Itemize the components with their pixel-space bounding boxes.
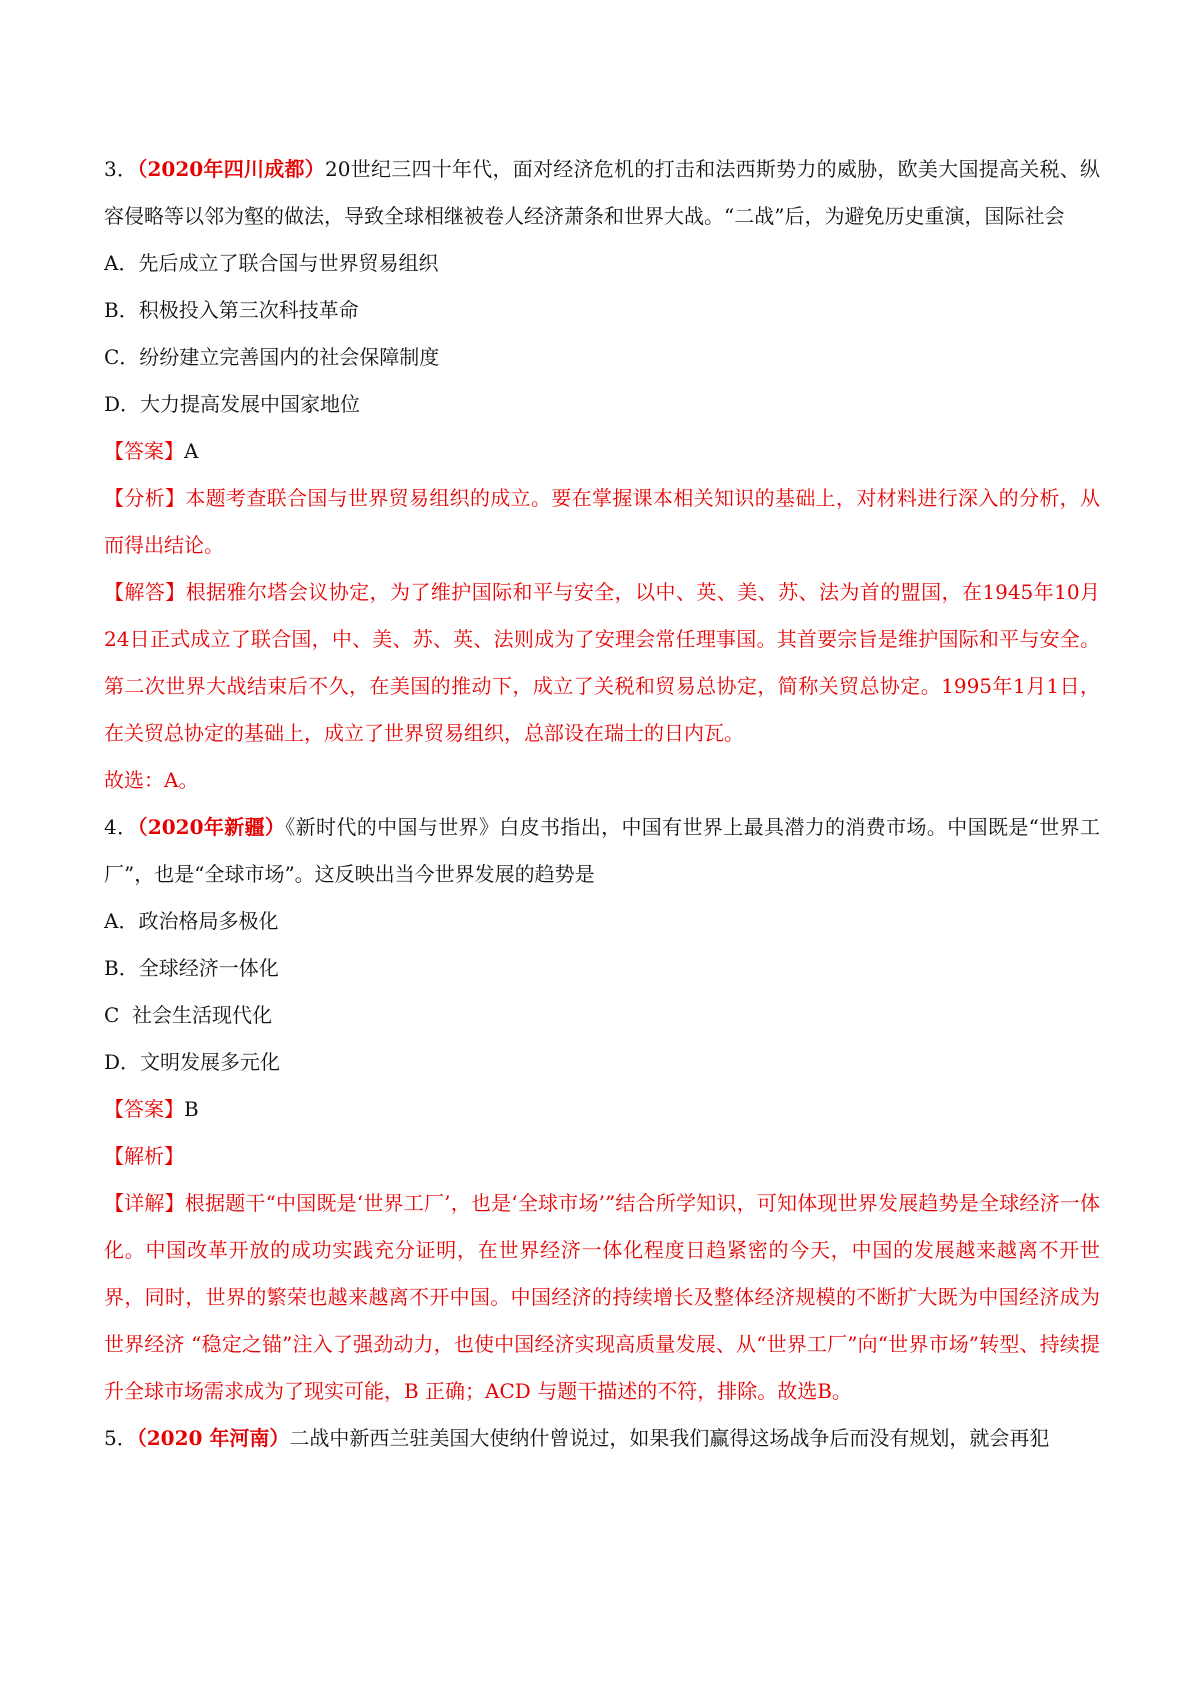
detail-label: 【详解】	[104, 1191, 185, 1215]
question-5-stem	[104, 1415, 1100, 1462]
solution-text: 根据雅尔塔会议协定，为了维护国际和平与安全，以中、英、美、苏、法为首的盟国，在1945年10月24日正式成立了联合国，中、美、苏、英、法则成为了安理会常任理事国。其首要宗旨是维护国际和平与安全。第二次世界大战结束后不久，在美国的推动下，成立了关税和贸易总协定，简称关贸总协定。1995年1月1日，在关贸总协定的基础上，成立了世界贸易组织，总部设在瑞士的日内瓦。	[104, 580, 1100, 745]
analysis-text: 本题考查联合国与世界贸易组织的成立。要在掌握课本相关知识的基础上，对材料进行深入的分析，从而得出结论。	[104, 486, 1101, 557]
question-source: （2020 年河南）	[136, 1426, 290, 1450]
option-a: A．先后成立了联合国与世界贸易组织	[104, 251, 439, 275]
analysis-paragraph	[104, 475, 1100, 569]
detail-text: 根据题干“中国既是‘世界工厂’，也是‘全球市场’”结合所学知识，可知体现世界发展趋势是全球经济一体化。中国改革开放的成功实践充分证明，在世界经济一体化程度日趋紧密的今天，中国的发展越来越离不开世界，同时，世界的繁荣也越来越离不开中国。中国经济的持续增长及整体经济规模的不断扩大既为中国经济成为世界经济 “稳定之锚”注入了强劲动力，也使中国经济实现高质量发展、从“世界工厂”向“世界市场”转型、持续提升全球市场需求成为了现实可能，B 正确；ACD 与题干描述的不符，排除。故选B。	[104, 1191, 1100, 1403]
answer-label: 【答案】	[104, 439, 184, 463]
question-number: 4．	[104, 815, 138, 839]
option-b: B．全球经济一体化	[104, 956, 279, 980]
option-a: A．政治格局多极化	[104, 909, 279, 933]
question-source: （2020年四川成都）	[137, 157, 325, 181]
option-d: D．大力提高发展中国家地位	[104, 392, 361, 416]
answer-label: 【答案】	[104, 1097, 184, 1121]
option-c: C 社会生活现代化	[104, 1003, 273, 1027]
option-b: B．积极投入第三次科技革命	[104, 298, 359, 322]
answer-line	[104, 428, 1100, 475]
question-source: （2020年新疆）	[137, 815, 286, 839]
question-text: 20世纪三四十年代，面对经济危机的打击和法西斯势力的威胁，欧美大国提高关税、纵容侵略等以邻为壑的做法，导致全球相继被卷人经济萧条和世界大战。“二战”后，为避免历史重演，国际社会	[104, 157, 1100, 228]
choice-line: 故选：A。	[104, 768, 199, 792]
analysis-label: 【分析】	[104, 486, 186, 510]
answer-value: A	[184, 439, 199, 463]
option-d: D．文明发展多元化	[104, 1050, 281, 1074]
question-text: 《新时代的中国与世界》白皮书指出，中国有世界上最具潜力的消费市场。中国既是“世界工厂”，也是“全球市场”。这反映出当今世界发展的趋势是	[104, 815, 1100, 886]
solution-label: 【解答】	[104, 580, 186, 604]
answer-line	[104, 1086, 1100, 1133]
explain-label: 【解析】	[104, 1144, 184, 1168]
document-page	[104, 146, 1100, 1462]
question-text: 二战中新西兰驻美国大使纳什曾说过，如果我们赢得这场战争后而没有规划，就会再犯	[289, 1426, 1050, 1450]
detail-paragraph	[104, 1180, 1100, 1415]
solution-paragraph	[104, 569, 1100, 757]
question-3-stem	[104, 146, 1100, 240]
answer-value: B	[184, 1097, 199, 1121]
question-number: 3．	[104, 157, 138, 181]
option-c: C．纷纷建立完善国内的社会保障制度	[104, 345, 440, 369]
question-4-stem	[104, 804, 1100, 898]
question-number: 5．	[104, 1426, 137, 1450]
